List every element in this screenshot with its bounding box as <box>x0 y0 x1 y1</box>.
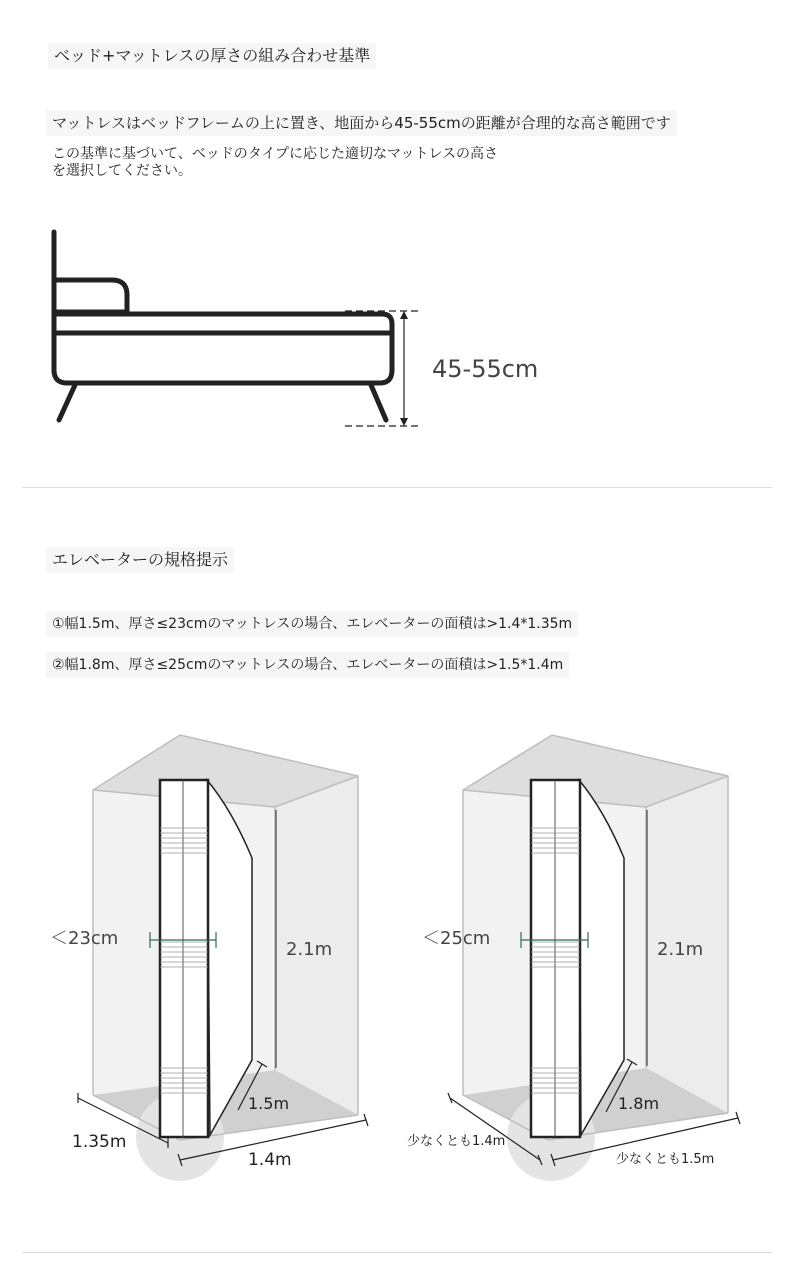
right-height-label: 2.1m <box>657 939 704 960</box>
elevator-rule-1: ①幅1.5m、厚さ≤23cmのマットレスの場合、エレベーターの面積は>1.4*1.35m <box>46 611 578 637</box>
right-depth-label: 少なくとも1.4m <box>407 1134 506 1149</box>
right-thickness-label: ＜25cm <box>422 928 491 949</box>
left-depth-label: 1.35m <box>72 1132 127 1152</box>
bed-height-description-line1: この基準に基づいて、ベッドのタイプに応じた適切なマットレスの高さ <box>52 146 499 162</box>
right-width-label: 1.8m <box>618 1094 660 1113</box>
left-width-label: 1.5m <box>248 1094 290 1113</box>
left-thickness-label: ＜23cm <box>50 928 119 949</box>
bed-height-description-line2: を選択してください。 <box>52 163 192 179</box>
section-divider-bottom <box>22 1252 772 1253</box>
section-title-bed-standard: ベッド+マットレスの厚さの組み合わせ基準 <box>48 43 376 69</box>
left-length-label: 1.4m <box>248 1150 292 1170</box>
elevator-rule-2: ②幅1.8m、厚さ≤25cmのマットレスの場合、エレベーターの面積は>1.5*1.4m <box>46 652 569 678</box>
bed-height-range-label: 45-55cm <box>432 355 539 383</box>
right-length-label: 少なくとも1.5m <box>616 1152 715 1167</box>
section-title-elevator: エレベーターの規格提示 <box>46 547 234 573</box>
bed-height-lead-text: マットレスはベッドフレームの上に置き、地面から45-55cmの距離が合理的な高さ範囲です <box>46 110 677 136</box>
left-height-label: 2.1m <box>286 939 333 960</box>
